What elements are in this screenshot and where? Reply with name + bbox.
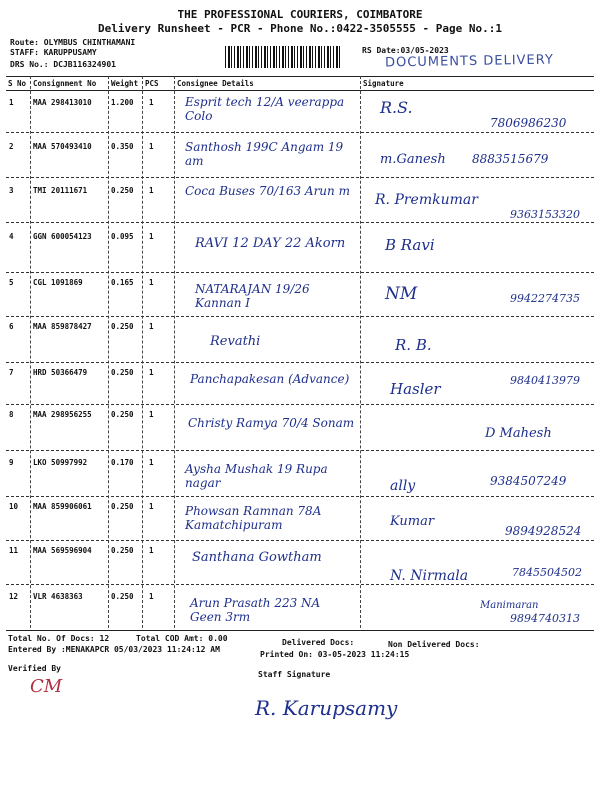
- row-consignment: MAA 298956255: [33, 410, 92, 419]
- row-consignee: Santhana Gowtham: [192, 550, 322, 565]
- row-consignment: MAA 859906061: [33, 502, 92, 511]
- row-sno: 12: [9, 592, 19, 601]
- row-sno: 11: [9, 546, 19, 555]
- entered-by: Entered By :MENAKAPCR 05/03/2023 11:24:12 AM: [8, 645, 220, 654]
- row-consignee: Revathi: [210, 334, 261, 349]
- row-phone: 9894928524: [505, 524, 582, 538]
- row-weight: 0.250: [111, 322, 134, 331]
- row-phone: 7806986230: [490, 116, 567, 130]
- row-weight: 0.250: [111, 592, 134, 601]
- row-signature: Hasler: [390, 380, 441, 398]
- row-separator: [6, 404, 594, 405]
- row-sno: 9: [9, 458, 14, 467]
- row-weight: 0.250: [111, 368, 134, 377]
- row-consignment: MAA 859878427: [33, 322, 92, 331]
- rs-date: RS Date:03/05-2023: [362, 46, 449, 55]
- row-consignment: HRD 50366479: [33, 368, 88, 377]
- row-consignment: CGL 1091869: [33, 278, 83, 287]
- row-separator: [6, 272, 594, 273]
- row-consignee: Phowsan Ramnan 78A Kamatchipuram: [185, 504, 322, 532]
- route: Route: OLYMBUS CHINTHAMANI: [10, 38, 136, 47]
- staff: STAFF: KARUPPUSAMY: [10, 48, 97, 57]
- delivered-docs: Delivered Docs:: [282, 638, 355, 647]
- row-signature: R. Premkumar: [375, 192, 478, 208]
- row-weight: 0.095: [111, 232, 134, 241]
- row-pcs: 1: [149, 232, 154, 241]
- row-phone: 9840413979: [510, 374, 580, 387]
- documents-delivery-stamp: DOCUMENTS DELIVERY: [384, 52, 554, 71]
- staff-signature: R. Karupsamy: [255, 696, 398, 720]
- row-phone: 7845504502: [512, 566, 582, 579]
- row-pcs: 1: [149, 142, 154, 151]
- table-top-rule: [6, 76, 594, 77]
- row-signature: NM: [385, 284, 418, 304]
- row-pcs: 1: [149, 546, 154, 555]
- row-consignee: Panchapakesan (Advance): [190, 372, 350, 386]
- runsheet-title: Delivery Runsheet - PCR - Phone No.:0422-3505555 - Page No.:1: [98, 22, 502, 35]
- row-sno: 4: [9, 232, 14, 241]
- drs-number: DRS No.: DCJB116324901: [10, 60, 116, 69]
- col-sep: [30, 76, 31, 628]
- row-signature: D Mahesh: [485, 426, 552, 441]
- row-sno: 8: [9, 410, 14, 419]
- row-pcs: 1: [149, 278, 154, 287]
- row-signature: N. Nirmala: [390, 568, 469, 584]
- verified-by-label: Verified By: [8, 664, 61, 673]
- row-consignment: LKO 50997992: [33, 458, 88, 467]
- table-bottom-rule: [6, 630, 594, 631]
- row-weight: 1.200: [111, 98, 134, 107]
- company-name: THE PROFESSIONAL COURIERS, COIMBATORE: [177, 8, 423, 21]
- row-phone: 9363153320: [510, 208, 580, 221]
- row-sno: 6: [9, 322, 14, 331]
- row-consignee: Esprit tech 12/A veerappa Colo: [185, 95, 345, 123]
- row-consignee: RAVI 12 DAY 22 Akorn: [195, 236, 346, 251]
- row-pcs: 1: [149, 98, 154, 107]
- row-sno: 10: [9, 502, 19, 511]
- row-phone: 8883515679: [472, 152, 549, 166]
- col-pcs: PCS: [145, 79, 159, 88]
- row-phone: 9384507249: [490, 474, 567, 488]
- col-sep: [142, 76, 143, 628]
- row-consignment: MAA 570493410: [33, 142, 92, 151]
- row-separator: [6, 496, 594, 497]
- row-pcs: 1: [149, 410, 154, 419]
- staff-signature-label: Staff Signature: [258, 670, 331, 679]
- row-sno: 7: [9, 368, 14, 377]
- row-sno: 1: [9, 98, 14, 107]
- row-consignee: Coca Buses 70/163 Arun m: [185, 184, 350, 198]
- row-weight: 0.250: [111, 410, 134, 419]
- total-cod: Total COD Amt: 0.00: [136, 634, 228, 643]
- row-pcs: 1: [149, 368, 154, 377]
- row-pcs: 1: [149, 502, 154, 511]
- col-sep: [108, 76, 109, 628]
- row-consignee: NATARAJAN 19/26 Kannan I: [195, 282, 310, 310]
- total-docs: Total No. Of Docs: 12: [8, 634, 110, 643]
- row-separator: [6, 222, 594, 223]
- row-weight: 0.250: [111, 502, 134, 511]
- row-weight: 0.170: [111, 458, 134, 467]
- row-signature: R.S.: [380, 98, 413, 117]
- row-separator: [6, 584, 594, 585]
- row-sno: 3: [9, 186, 14, 195]
- col-consignment: Consignment No: [33, 79, 97, 88]
- row-separator: [6, 362, 594, 363]
- barcode: [225, 46, 340, 68]
- row-consignee: Aysha Mushak 19 Rupa nagar: [185, 462, 328, 490]
- printed-on: Printed On: 03-05-2023 11:24:15: [260, 650, 410, 659]
- row-consignment: MAA 569596904: [33, 546, 92, 555]
- row-weight: 0.165: [111, 278, 134, 287]
- row-pcs: 1: [149, 186, 154, 195]
- col-sep: [174, 76, 175, 628]
- row-separator: [6, 540, 594, 541]
- row-pcs: 1: [149, 458, 154, 467]
- row-separator: [6, 316, 594, 317]
- row-weight: 0.250: [111, 546, 134, 555]
- row-sno: 5: [9, 278, 14, 287]
- row-signature: R. B.: [395, 336, 432, 354]
- row-weight: 0.350: [111, 142, 134, 151]
- verified-mark: CM: [30, 676, 63, 697]
- row-consignee: Christy Ramya 70/4 Sonam: [188, 416, 355, 430]
- row-separator: [6, 177, 594, 178]
- row-phone: 9894740313: [510, 612, 580, 625]
- row-signature: ally: [390, 478, 416, 494]
- row-sno: 2: [9, 142, 14, 151]
- table-header-rule: [6, 90, 594, 91]
- col-sep: [360, 76, 361, 628]
- row-phone: 9942274735: [510, 292, 580, 305]
- row-pcs: 1: [149, 322, 154, 331]
- col-consignee: Consignee Details: [177, 79, 254, 88]
- row-signature: Manimaran: [480, 600, 539, 611]
- col-signature: Signature: [363, 79, 404, 88]
- col-weight: Weight: [111, 79, 139, 88]
- row-consignee: Santhosh 199C Angam 19 am: [185, 140, 344, 168]
- row-signature: m.Ganesh: [380, 152, 446, 167]
- col-sno: S No: [8, 79, 27, 88]
- row-separator: [6, 450, 594, 451]
- row-consignment: GGN 600054123: [33, 232, 92, 241]
- row-pcs: 1: [149, 592, 154, 601]
- row-consignment: TMI 20111671: [33, 186, 88, 195]
- row-consignment: MAA 298413010: [33, 98, 92, 107]
- row-consignee: Arun Prasath 223 NA Geen 3rm: [190, 596, 321, 624]
- row-separator: [6, 132, 594, 133]
- row-signature: Kumar: [390, 514, 435, 529]
- non-delivered-docs: Non Delivered Docs:: [388, 640, 480, 649]
- row-signature: B Ravi: [385, 236, 435, 254]
- row-consignment: VLR 4638363: [33, 592, 83, 601]
- row-weight: 0.250: [111, 186, 134, 195]
